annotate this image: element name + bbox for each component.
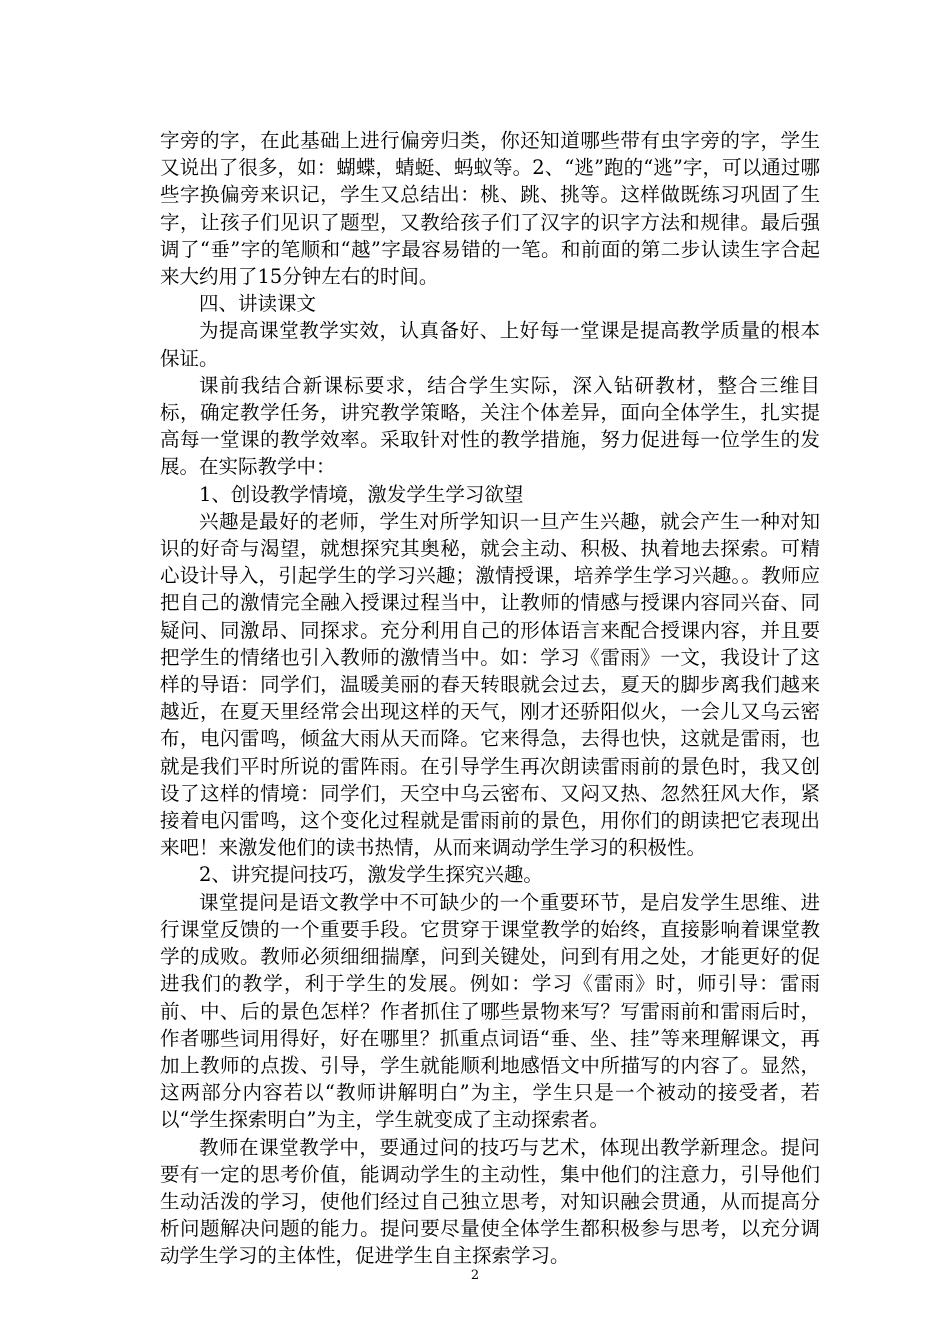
- paragraph: 课前我结合新课标要求，结合学生实际，深入钻研教材，整合三维目标，确定教学任务，讲究教学策略，关注个体差异，面向全体学生，扎实提高每一堂课的教学效率。采取针对性的教学措施，努力促进每一位学生的发展。在实际教学中：: [160, 373, 820, 479]
- subheading-situation: 1、创设教学情境，激发学生学习欲望: [199, 482, 524, 506]
- section-heading-reading: 四、讲读课文: [199, 292, 317, 316]
- page-number: 2: [470, 1268, 480, 1283]
- body-text: [160, 127, 820, 1270]
- paragraph-continuation: 字旁的字，在此基础上进行偏旁归类，你还知道哪些带有虫字旁的字，学生又说出了很多，如：蝴蝶，蜻蜓、蚂蚁等。2、“逃”跑的“逃”字，可以通过哪些字换偏旁来识记，学生又总结出：桃、跳、挑等。这样做既练习巩固了生字，让孩子们见识了题型，又教给孩子们了汉字的识字方法和规律。最后强调了“垂”字的笔顺和“越”字最容易错的一笔。和前面的第二步认读生字合起来大约用了15分钟左右的时间。: [160, 129, 820, 289]
- paragraph: 兴趣是最好的老师，学生对所学知识一旦产生兴趣，就会产生一种对知识的好奇与渴望，就想探究其奥秘，就会主动、积极、执着地去探索。可精心设计导入，引起学生的学习兴趣；激情授课，培养学生学习兴趣。。教师应把自己的激情完全融入授课过程当中，让教师的情感与授课内容同兴奋、同疑问、同激昂、同探求。充分利用自己的形体语言来配合授课内容，并且要把学生的情绪也引入教师的激情当中。如：学习《雷雨》一文，我设计了这样的导语：同学们，温暖美丽的春天转眼就会过去，夏天的脚步离我们越来越近，在夏天里经常会出现这样的天气，刚才还骄阳似火，一会儿又乌云密布，电闪雷鸣，倾盆大雨从天而降。它来得急，去得也快，这就是雷雨，也就是我们平时所说的雷阵雨。在引导学生再次朗读雷雨前的景色时，我又创设了这样的情境：同学们，天空中乌云密布、又闷又热、忽然狂风大作，紧接着电闪雷鸣，这个变化过程就是雷雨前的景色，用你们的朗读把它表现出来吧！来激发他们的读书热情，从而来调动学生学习的积极性。: [160, 509, 820, 860]
- paragraph: 课堂提问是语文教学中不可缺少的一个重要环节，是启发学生思维、进行课堂反馈的一个重要手段。它贯穿于课堂教学的始终，直接影响着课堂教学的成败。教师必须细细揣摩，问到关键处，问到有用之处，才能更好的促进我们的教学，利于学生的发展。例如：学习《雷雨》时，师引导：雷雨前、中、后的景色怎样？作者抓住了哪些景物来写？写雷雨前和雷雨后时，作者哪些词用得好，好在哪里？抓重点词语“垂、坐、挂”等来理解课文，再加上教师的点拨、引导，学生就能顺利地感悟文中所描写的内容了。显然，这两部分内容若以“教师讲解明白”为主，学生只是一个被动的接受者，若以“学生探索明白”为主，学生就变成了主动探索者。: [160, 890, 820, 1132]
- paragraph: 教师在课堂教学中，要通过问的技巧与艺术，体现出教学新理念。提问要有一定的思考价值，能调动学生的主动性，集中他们的注意力，引导他们生动活泼的学习，使他们经过自己独立思考，对知识融会贯通，从而提高分析问题解决问题的能力。提问要尽量使全体学生都积极参与思考，以充分调动学生学习的主体性，促进学生自主探索学习。: [160, 1135, 820, 1268]
- paragraph: 为提高课堂教学实效，认真备好、上好每一堂课是提高教学质量的根本保证。: [160, 319, 820, 370]
- subheading-questioning: 2、讲究提问技巧，激发学生探究兴趣。: [199, 863, 543, 887]
